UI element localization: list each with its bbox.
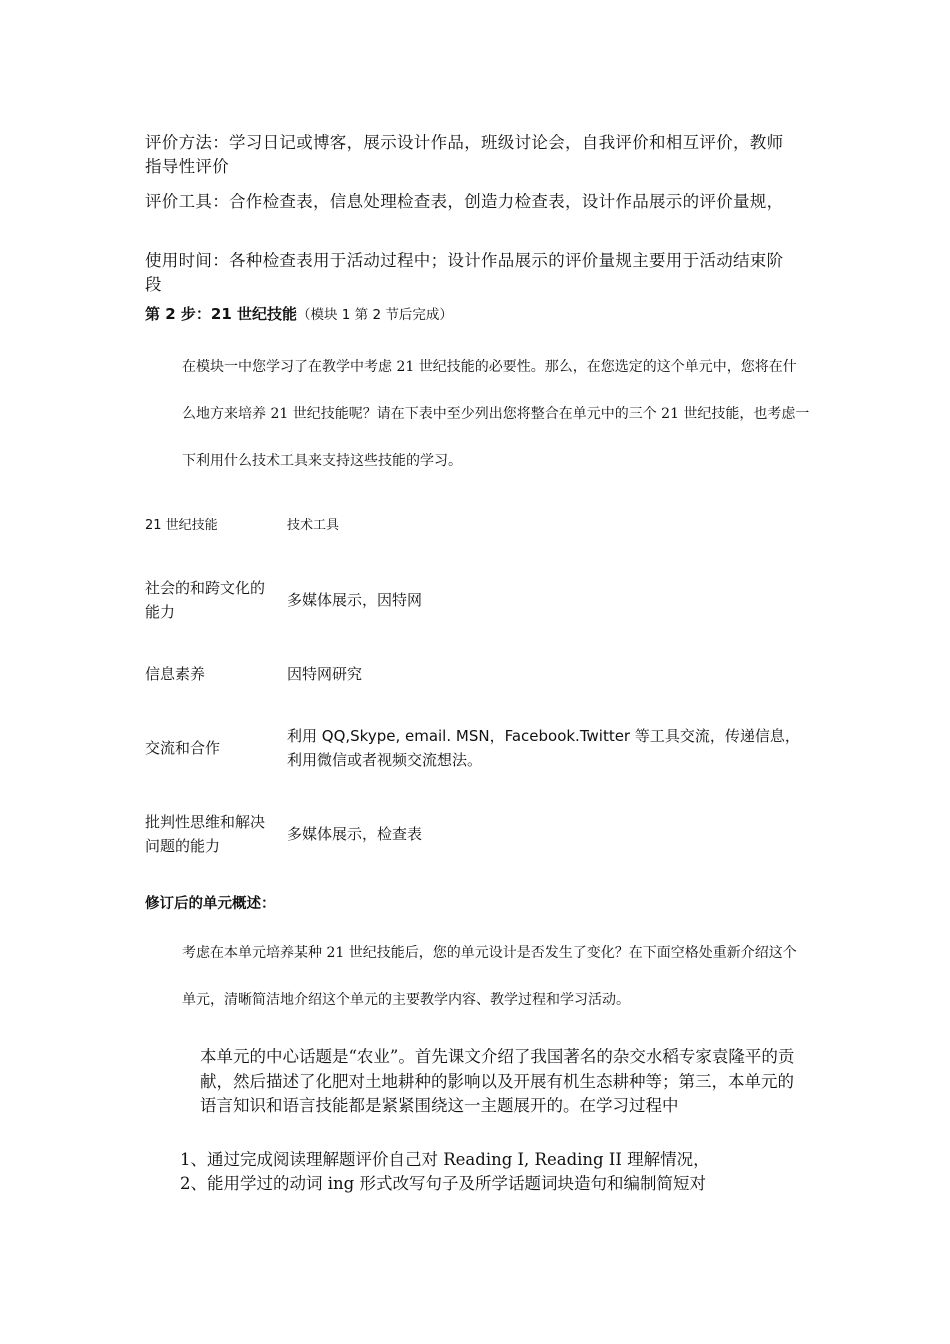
list-item: 1、通过完成阅读理解题评价自己对 Reading I, Reading II 理解情况，: [180, 1150, 710, 1169]
list-item: 2、能用学过的动词 ing 形式改写句子及所学话题词块造句和编制简短对: [180, 1174, 706, 1193]
evaluation-methods: 评价方法：学习日记或博客，展示设计作品，班级讨论会，自我评价和相互评价，教师指导性评价: [145, 133, 784, 176]
step2-title: 第 2 步：21 世纪技能: [145, 305, 297, 323]
step2-intro: [145, 344, 810, 485]
revised-overview-prompt: [145, 930, 810, 1024]
skill-cell: 信息素养: [145, 665, 206, 683]
revised-overview-prompt-text: 考虑在本单元培养某种 21 世纪技能后，您的单元设计是否发生了变化？在下面空格处重新介绍这个单元，清晰简洁地介绍这个单元的主要教学内容、教学过程和学习活动。: [182, 945, 797, 1008]
tool-cell: 多媒体展示，因特网: [287, 591, 423, 609]
unit-overview-paragraph: [145, 1045, 795, 1119]
step2-intro-text: 在模块一中您学习了在教学中考虑 21 世纪技能的必要性。那么，在您选定的这个单元中，您将在什么地方来培养 21 世纪技能呢？请在下表中至少列出您将整合在单元中的三个 21 世纪技能，也考虑一下利用什么技术工具来支持这些技能的学习。: [182, 359, 810, 469]
skill-cell: 批判性思维和解决问题的能力: [145, 813, 266, 855]
step2-heading: [145, 303, 453, 326]
evaluation-tools: 评价工具：合作检查表，信息处理检查表，创造力检查表，设计作品展示的评价量规，: [145, 192, 784, 211]
header-tool: 技术工具: [287, 518, 340, 533]
revised-overview-title: 修订后的单元概述：: [145, 896, 276, 912]
evaluation-usage-time: 使用时间：各种检查表用于活动过程中；设计作品展示的评价量规主要用于活动结束阶段: [145, 251, 784, 294]
tool-cell: 因特网研究: [287, 665, 363, 683]
unit-overview-text: 本单元的中心话题是“农业”。首先课文介绍了我国著名的杂交水稻专家袁隆平的贡献，然后描述了化肥对土地耕种的影响以及开展有机生态耕种等；第三，本单元的语言知识和语言技能都是紧紧围绕这一主题展开的。在学习过程中: [200, 1047, 795, 1115]
skill-cell: 交流和合作: [145, 739, 221, 757]
tool-cell: 利用 QQ,Skype, email. MSN，Facebook.Twitter 等工具交流，传递信息，利用微信或者视频交流想法。: [287, 727, 800, 769]
tool-cell: 多媒体展示，检查表: [287, 825, 423, 843]
step2-subtitle: （模块 1 第 2 节后完成）: [296, 307, 453, 323]
skill-cell: 社会的和跨文化的能力: [145, 579, 266, 621]
header-skill: 21 世纪技能: [145, 518, 218, 533]
